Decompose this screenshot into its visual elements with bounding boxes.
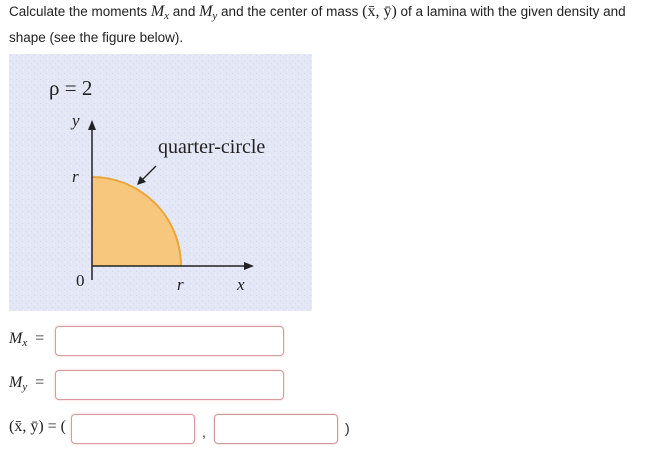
shape-label: quarter-circle — [158, 136, 266, 158]
mx-answer-input[interactable] — [55, 326, 284, 356]
center-of-mass-label: (x̄, ȳ) = ( — [9, 418, 67, 435]
my-label: $M_y$ = — [9, 374, 45, 393]
question-part2: and the center of mass — [217, 4, 363, 19]
mx-symbol: $M_x$ — [150, 3, 170, 22]
lamina-figure — [9, 54, 312, 311]
center-x-input[interactable] — [71, 414, 195, 444]
question-text — [9, 1, 665, 48]
center-y-input[interactable] — [214, 414, 338, 444]
x-axis-label: x — [237, 275, 245, 294]
my-row — [9, 370, 299, 400]
question-part1: Calculate the moments — [9, 4, 151, 19]
y-axis-label: y — [72, 111, 80, 130]
mx-label: $M_x$ = — [9, 330, 45, 349]
comma-separator: , — [202, 424, 206, 440]
question-and: and — [169, 4, 200, 19]
my-answer-input[interactable] — [55, 370, 284, 400]
question-part3: of a lamina with the given density and shape (see the figure below). — [9, 4, 626, 45]
r-horizontal-label: r — [177, 275, 184, 294]
r-vertical-label: r — [72, 167, 79, 186]
centroid-symbol: (x̄, ȳ) — [362, 3, 397, 20]
origin-label: 0 — [76, 271, 85, 290]
my-symbol: $M_y$ — [199, 3, 218, 22]
density-label: ρ = 2 — [49, 76, 93, 100]
close-paren: ) — [345, 420, 350, 436]
center-of-mass-row — [9, 414, 369, 444]
mx-row — [9, 326, 299, 356]
